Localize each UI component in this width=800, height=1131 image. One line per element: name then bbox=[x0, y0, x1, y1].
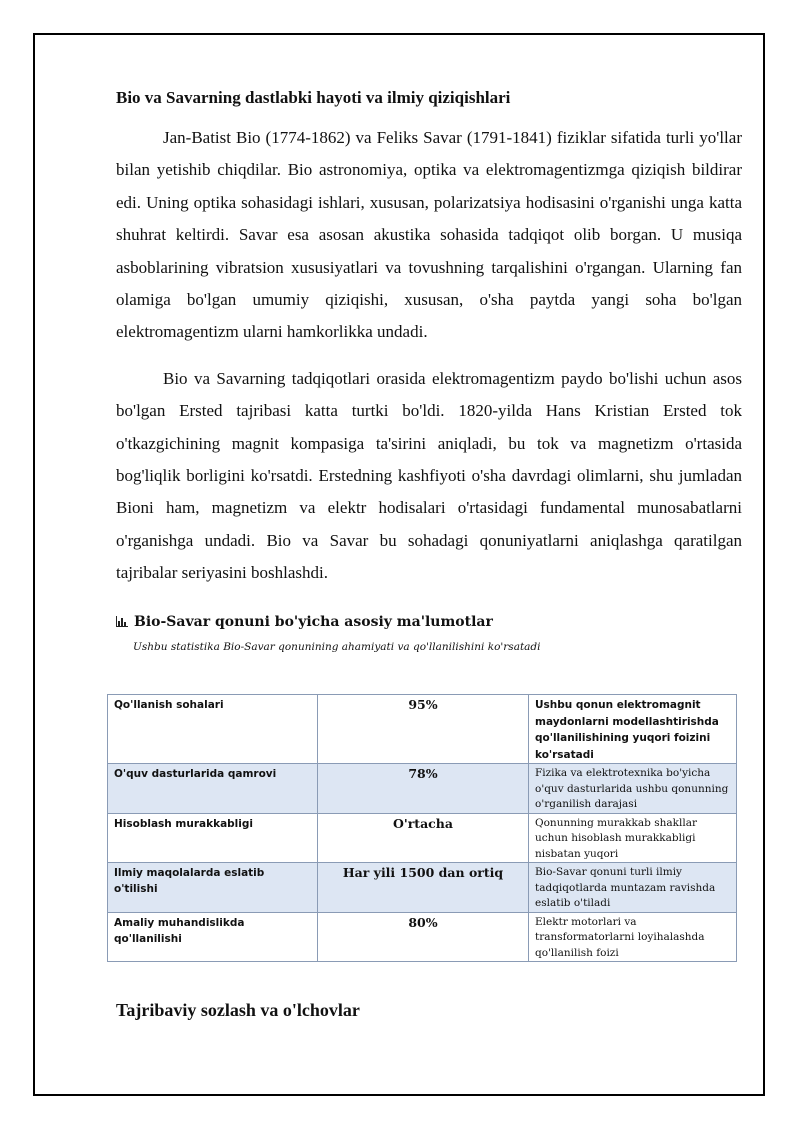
row-description: Fizika va elektrotexnika bo'yicha o'quv dasturlarida ushbu qonunning o'rganilish darajasi bbox=[529, 764, 737, 814]
table-title-text: Bio-Savar qonuni bo'yicha asosiy ma'lumotlar bbox=[134, 613, 493, 630]
row-category: Hisoblash murakkabligi bbox=[108, 813, 318, 863]
document-body bbox=[116, 86, 742, 656]
section-heading-2: Tajribaviy sozlash va o'lchovlar bbox=[116, 1000, 360, 1020]
row-description: Qonunning murakkab shakllar uchun hisoblash murakkabligi nisbatan yuqori bbox=[529, 813, 737, 863]
table-title bbox=[116, 612, 742, 632]
row-category: O'quv dasturlarida qamrovi bbox=[108, 764, 318, 814]
row-description: Elektr motorlari va transformatorlarni loyihalashda qo'llanilish foizi bbox=[529, 912, 737, 962]
bar-chart-icon bbox=[116, 616, 128, 627]
table-row bbox=[108, 695, 737, 764]
table-row bbox=[108, 912, 737, 962]
row-value: O'rtacha bbox=[318, 813, 529, 863]
section-heading: Bio va Savarning dastlabki hayoti va ilmiy qiziqishlari bbox=[116, 88, 511, 107]
row-category: Qo'llanish sohalari bbox=[108, 695, 318, 764]
row-value: 80% bbox=[318, 912, 529, 962]
table-subtitle: Ushbu statistika Bio-Savar qonunining ahamiyati va qo'llanilishini ko'rsatadi bbox=[133, 640, 541, 653]
paragraph-2: Bio va Savarning tadqiqotlari orasida elektromagentizm paydo bo'lishi uchun asos bo'lgan Ersted tajribasi katta turtki bo'ldi. 1820-yilda Hans Kristian Ersted tok o'tkazgichining magnit kompasiga ta'sirini aniqladi, bu tok va magnetizm o'rtasida bog'liqlik borligini ko'rsatdi. Erstedning kashfiyoti o'sha davrdagi olimlarni, shu jumladan Bioni ham, magnetizm va elektr hodisalari o'rtasidagi fundamental munosabatlarni o'rganishga undadi. Bio va Savar bu sohadagi qonuniyatlarni aniqlashga qaratilgan tajribalar seriyasini boshlashdi. bbox=[116, 368, 742, 583]
row-description: Bio-Savar qonuni turli ilmiy tadqiqotlarda muntazam ravishda eslatib o'tiladi bbox=[529, 863, 737, 913]
row-description: Ushbu qonun elektromagnit maydonlarni modellashtirishda qo'llanilishining yuqori foizini ko'rsatadi bbox=[529, 695, 737, 764]
table-row bbox=[108, 764, 737, 814]
row-value: 95% bbox=[318, 695, 529, 764]
paragraph-1: Jan-Batist Bio (1774-1862) va Feliks Savar (1791-1841) fiziklar sifatida turli yo'llar bilan yetishib chiqdilar. Bio astronomiya, optika va elektromagentizmga qiziqish bildirar edi. Uning optika sohasidagi ishlari, xususan, polarizatsiya hodisasini o'rganishi unga katta shuhrat keltirdi. Savar esa asosan akustika sohasida tadqiqot olib borgan. U musiqa asboblarining vibratsion xususiyatlari va tovushning tarqalishini o'rgangan. Ularning fan olamiga bo'lgan umumiy qiziqishi, xususan, o'sha paytda yangi soha bo'lgan elektromagentizm ularni hamkorlikka undadi. bbox=[116, 128, 742, 342]
table-row bbox=[108, 863, 737, 913]
table-row bbox=[108, 813, 737, 863]
row-value: Har yili 1500 dan ortiq bbox=[318, 863, 529, 913]
row-value: 78% bbox=[318, 764, 529, 814]
row-category: Ilmiy maqolalarda eslatib o'tilishi bbox=[108, 863, 318, 913]
row-category: Amaliy muhandislikda qo'llanilishi bbox=[108, 912, 318, 962]
stats-table bbox=[107, 694, 737, 962]
